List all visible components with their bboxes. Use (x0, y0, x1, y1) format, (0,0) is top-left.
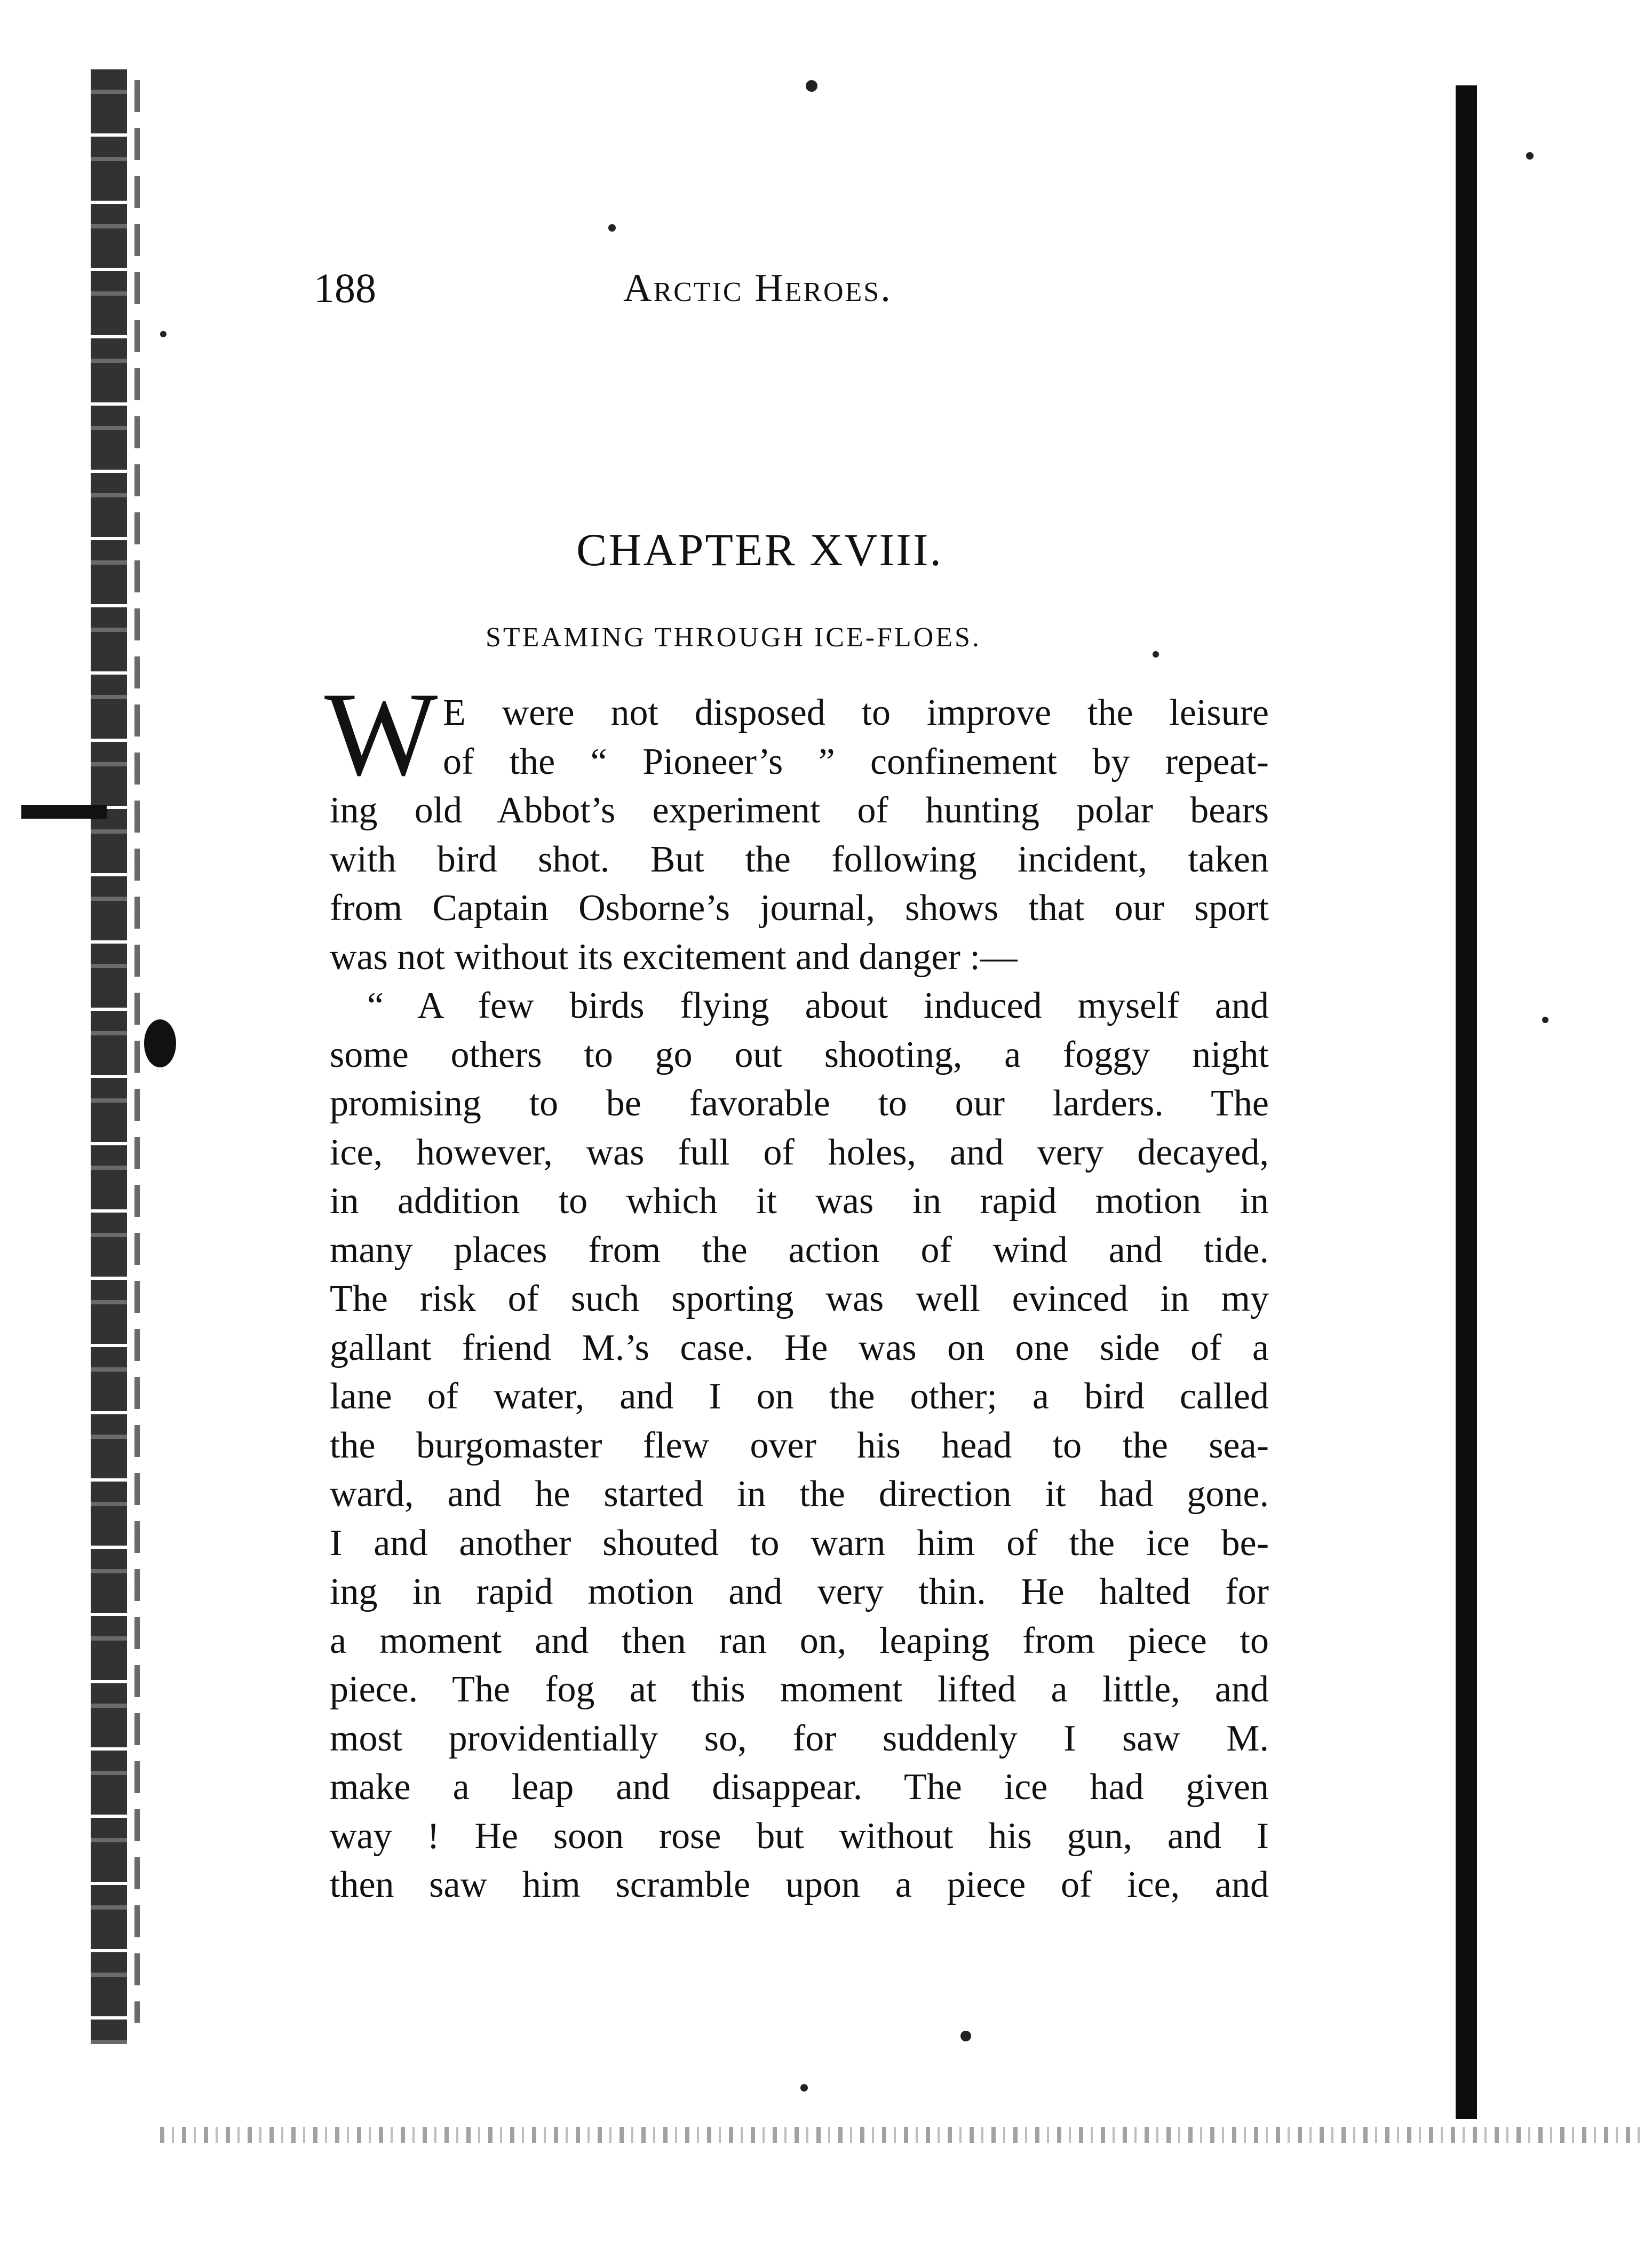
text-line: with bird shot. But the following incident, taken (330, 838, 1269, 880)
ink-blot (144, 1019, 176, 1067)
scan-speck (800, 2084, 808, 2092)
scan-speck (160, 331, 166, 337)
text-line: of the “ Pioneer’s ” confinement by repeat- (443, 741, 1269, 782)
text-line: ward, and he started in the direction it had gone. (330, 1474, 1269, 1515)
binding-shadow-right (1456, 85, 1477, 2119)
scan-speck (960, 2031, 971, 2041)
text-line: ice, however, was full of holes, and very decayed, (330, 1131, 1269, 1173)
binding-shadow-left (91, 69, 127, 2044)
text-line: ing old Abbot’s experiment of hunting polar bears (330, 790, 1269, 831)
text-line: piece. The fog at this moment lifted a little, and (330, 1669, 1269, 1710)
scan-speck (608, 224, 616, 232)
text-line: a moment and then ran on, leaping from piece to (330, 1620, 1269, 1661)
text-line: the burgomaster flew over his head to the sea- (330, 1424, 1269, 1466)
text-line: many places from the action of wind and tide. (330, 1229, 1269, 1271)
text-line: most providentially so, for suddenly I saw M. (330, 1717, 1269, 1759)
scan-noise-bottom (160, 2127, 1643, 2143)
text-line: The risk of such sporting was well evinced in my (330, 1278, 1269, 1319)
body-text (330, 688, 1269, 1910)
text-line: promising to be favorable to our larders. The (330, 1083, 1269, 1124)
text-line: gallant friend M.’s case. He was on one side of a (330, 1327, 1269, 1368)
drop-cap: W (324, 667, 438, 801)
scan-speck (1542, 1017, 1548, 1023)
text-line: some others to go out shooting, a foggy night (330, 1034, 1269, 1075)
page-number: 188 (314, 265, 376, 311)
text-line: was not without its excitement and danger :— (330, 936, 1018, 978)
text-line: E were not disposed to improve the leisure (443, 692, 1269, 733)
chapter-title: CHAPTER XVIII. (576, 524, 943, 575)
text-line: in addition to which it was in rapid motion in (330, 1181, 1269, 1222)
running-head (314, 262, 1258, 320)
scan-speck (1526, 152, 1534, 160)
chapter-subtitle: STEAMING THROUGH ICE-FLOES. (486, 622, 981, 653)
scan-speck (806, 80, 817, 92)
text-line: make a leap and disappear. The ice had given (330, 1767, 1269, 1808)
binding-shadow-left-edge (134, 80, 140, 2023)
text-line: “ A few birds flying about induced myself and (367, 985, 1269, 1026)
text-line: from Captain Osborne’s journal, shows that our sport (330, 888, 1269, 929)
margin-mark (21, 805, 107, 819)
text-line: I and another shouted to warn him of the ice be- (330, 1522, 1269, 1564)
text-line: lane of water, and I on the other; a bird called (330, 1376, 1269, 1417)
running-title: Arctic Heroes. (623, 266, 892, 310)
text-line: ing in rapid motion and very thin. He halted for (330, 1571, 1269, 1612)
text-line: way ! He soon rose but without his gun, and I (330, 1815, 1269, 1857)
text-line: then saw him scramble upon a piece of ice, and (330, 1864, 1269, 1905)
scan-speck (1153, 651, 1159, 658)
